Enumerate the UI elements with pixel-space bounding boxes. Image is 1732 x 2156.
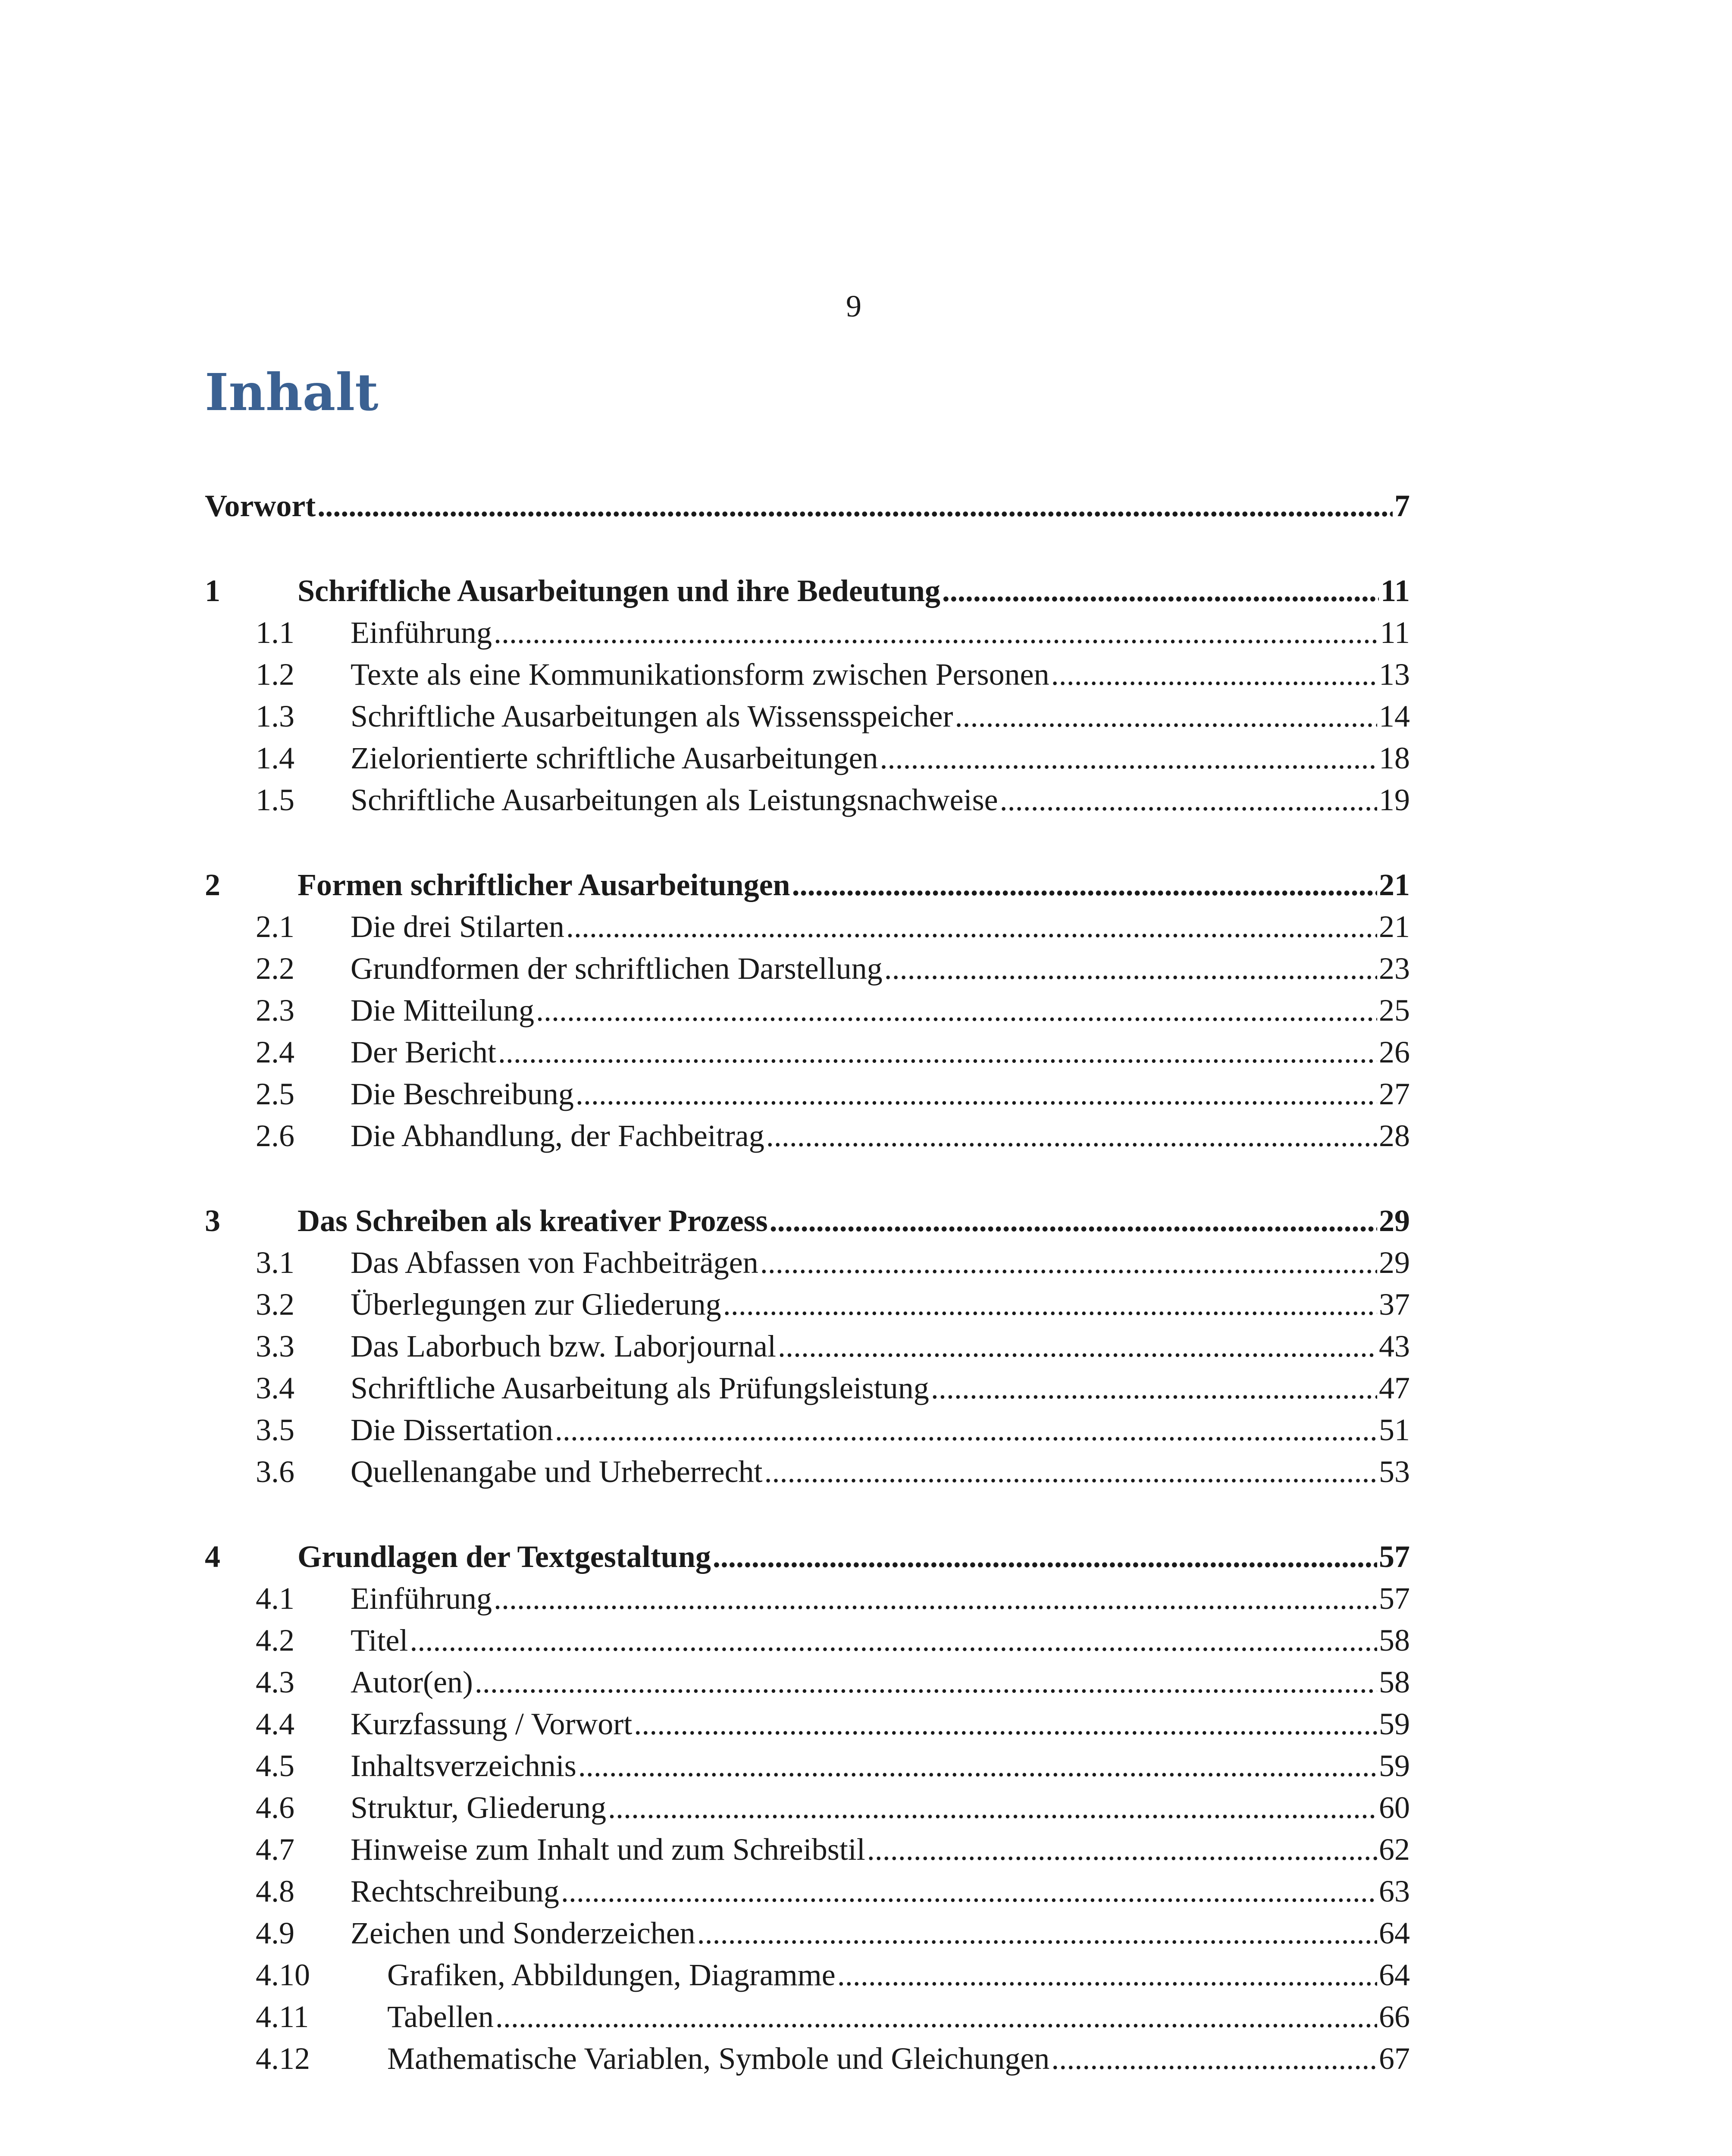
toc-section-1-4[interactable] [205, 737, 1410, 779]
dot-leader [766, 1115, 1377, 1157]
dot-leader [494, 1578, 1377, 1620]
toc-entry-number: 1.1 [256, 615, 294, 650]
toc-entry-number: 4.1 [256, 1581, 294, 1616]
dot-leader [1051, 654, 1377, 696]
toc-entry-number: 1.3 [256, 699, 294, 733]
toc-entry-page: 23 [1379, 951, 1410, 986]
dot-leader [792, 864, 1377, 906]
toc-entry-page: 60 [1379, 1790, 1410, 1825]
toc-entry-label: Schriftliche Ausarbeitung als Prüfungsleistung [351, 1371, 929, 1405]
toc-entry-number: 1.4 [256, 741, 294, 775]
toc-section-1-3[interactable] [205, 696, 1410, 737]
toc-entry-page: 64 [1379, 1958, 1410, 1992]
toc-entry-label: Schriftliche Ausarbeitungen als Leistungsnachweise [351, 783, 998, 817]
toc-entry-page: 59 [1379, 1707, 1410, 1741]
toc-entry-label: Der Bericht [351, 1035, 496, 1069]
page-number: 9 [846, 289, 861, 323]
toc-entry-label: Einführung [351, 1581, 492, 1616]
toc-section-2-4[interactable] [205, 1031, 1410, 1073]
toc-entry-number: 3.6 [256, 1454, 294, 1489]
dot-leader [837, 1954, 1377, 1996]
toc-entry-number: 3.5 [256, 1413, 294, 1447]
dot-leader [942, 570, 1379, 612]
toc-section-4-1[interactable] [205, 1578, 1410, 1620]
toc-entry-label: Struktur, Gliederung [351, 1790, 607, 1825]
toc-entry-label: Vorwort [205, 489, 316, 523]
toc-entry-page: 62 [1379, 1832, 1410, 1867]
toc-chapter-1[interactable] [205, 570, 1410, 612]
toc-entry-page: 13 [1379, 657, 1410, 692]
toc-entry-number: 4.9 [256, 1916, 294, 1950]
toc-entry-page: 19 [1379, 783, 1410, 817]
toc-entry-page: 53 [1379, 1454, 1410, 1489]
toc-section-4-4[interactable] [205, 1703, 1410, 1745]
dot-leader [884, 948, 1377, 990]
toc-entry-number: 3 [205, 1203, 220, 1238]
toc-entry-number: 2.1 [256, 909, 294, 944]
toc-section-1-2[interactable] [205, 654, 1410, 696]
toc-section-4-10[interactable] [205, 1954, 1410, 1996]
toc-entry-page: 51 [1379, 1413, 1410, 1447]
toc-section-4-2[interactable] [205, 1620, 1410, 1661]
dot-leader [410, 1620, 1377, 1661]
toc-entry-number: 2.4 [256, 1035, 294, 1069]
toc-entry-foreword[interactable] [205, 485, 1410, 527]
dot-leader [764, 1451, 1377, 1493]
dot-leader [931, 1367, 1377, 1409]
toc-entry-label: Einführung [351, 615, 492, 650]
dot-leader [495, 1996, 1377, 2038]
dot-leader [578, 1745, 1377, 1787]
toc-entry-label: Grafiken, Abbildungen, Diagramme [387, 1958, 836, 1992]
toc-entry-label: Formen schriftlicher Ausarbeitungen [298, 868, 790, 902]
toc-section-2-3[interactable] [205, 990, 1410, 1031]
toc-entry-number: 1.2 [256, 657, 294, 692]
toc-entry-label: Tabellen [387, 1999, 494, 2034]
toc-section-3-1[interactable] [205, 1242, 1410, 1284]
dot-leader [317, 485, 1393, 527]
toc-section-4-7[interactable] [205, 1829, 1410, 1871]
toc-section-4-9[interactable] [205, 1912, 1410, 1954]
toc-entry-number: 2.3 [256, 993, 294, 1028]
toc-entry-label: Grundformen der schriftlichen Darstellung [351, 951, 883, 986]
dot-leader [697, 1912, 1377, 1954]
toc-entry-label: Das Laborbuch bzw. Laborjournal [351, 1329, 776, 1363]
toc-entry-label: Schriftliche Ausarbeitungen und ihre Bedeutung [298, 573, 940, 608]
toc-entry-label: Texte als eine Kommunikationsform zwischen Personen [351, 657, 1049, 692]
dot-leader [713, 1536, 1377, 1578]
toc-entry-number: 3.4 [256, 1371, 294, 1405]
toc-chapter-3[interactable] [205, 1200, 1410, 1242]
toc-section-4-11[interactable] [205, 1996, 1410, 2038]
toc-entry-number: 2 [205, 868, 220, 902]
toc-entry-label: Quellenangabe und Urheberrecht [351, 1454, 763, 1489]
toc-entry-page: 37 [1379, 1287, 1410, 1322]
dot-leader [770, 1200, 1377, 1242]
dot-leader [1051, 2038, 1377, 2080]
dot-leader [475, 1661, 1377, 1703]
toc-entry-page: 11 [1380, 573, 1410, 608]
toc-section-4-5[interactable] [205, 1745, 1410, 1787]
toc-entry-page: 67 [1379, 2041, 1410, 2076]
toc-section-1-1[interactable] [205, 612, 1410, 654]
toc-entry-number: 1 [205, 573, 220, 608]
toc-entry-label: Überlegungen zur Gliederung [351, 1287, 721, 1322]
toc-entry-number: 4.8 [256, 1874, 294, 1908]
toc-entry-number: 4.3 [256, 1665, 294, 1699]
toc-entry-page: 63 [1379, 1874, 1410, 1908]
dot-leader [1000, 779, 1377, 821]
toc-entry-number: 1.5 [256, 783, 294, 817]
toc-entry-page: 47 [1379, 1371, 1410, 1405]
toc-entry-page: 58 [1379, 1623, 1410, 1658]
toc-entry-number: 2.6 [256, 1119, 294, 1153]
toc-entry-label: Die Mitteilung [351, 993, 534, 1028]
dot-leader [955, 696, 1377, 737]
toc-entry-number: 3.3 [256, 1329, 294, 1363]
dot-leader [561, 1871, 1377, 1912]
toc-entry-page: 21 [1379, 868, 1410, 902]
dot-leader [494, 612, 1378, 654]
toc-entry-page: 18 [1379, 741, 1410, 775]
toc-entry-number: 4.6 [256, 1790, 294, 1825]
toc-entry-number: 2.2 [256, 951, 294, 986]
toc-entry-label: Die Abhandlung, der Fachbeitrag [351, 1119, 764, 1153]
toc-entry-label: Die Dissertation [351, 1413, 553, 1447]
dot-leader [608, 1787, 1377, 1829]
toc-entry-label: Grundlagen der Textgestaltung [298, 1539, 711, 1574]
toc-entry-label: Mathematische Variablen, Symbole und Gleichungen [387, 2041, 1050, 2076]
dot-leader [634, 1703, 1377, 1745]
toc-entry-label: Zielorientierte schriftliche Ausarbeitungen [351, 741, 878, 775]
toc-entry-number: 4 [205, 1539, 220, 1574]
toc-entry-page: 64 [1379, 1916, 1410, 1950]
toc-section-3-2[interactable] [205, 1284, 1410, 1326]
dot-leader [778, 1326, 1377, 1367]
toc-entry-number: 4.5 [256, 1749, 294, 1783]
toc-title: Inhalt [205, 362, 379, 422]
toc-entry-number: 4.2 [256, 1623, 294, 1658]
toc-entry-page: 25 [1379, 993, 1410, 1028]
toc-section-4-8[interactable] [205, 1871, 1410, 1912]
dot-leader [576, 1073, 1377, 1115]
toc-entry-label: Inhaltsverzeichnis [351, 1749, 576, 1783]
toc-entry-number: 2.5 [256, 1077, 294, 1111]
toc-entry-page: 27 [1379, 1077, 1410, 1111]
toc-section-3-4[interactable] [205, 1367, 1410, 1409]
toc-entry-label: Autor(en) [351, 1665, 473, 1699]
toc-entry-page: 57 [1379, 1581, 1410, 1616]
toc-section-3-6[interactable] [205, 1451, 1410, 1493]
toc-section-2-6[interactable] [205, 1115, 1410, 1157]
toc-entry-page: 21 [1379, 909, 1410, 944]
toc-entry-page: 7 [1394, 489, 1410, 523]
dot-leader [536, 990, 1377, 1031]
toc-entry-number: 4.7 [256, 1832, 294, 1867]
toc-section-4-3[interactable] [205, 1661, 1410, 1703]
toc-section-4-6[interactable] [205, 1787, 1410, 1829]
toc-entry-number: 4.4 [256, 1707, 294, 1741]
toc-entry-page: 66 [1379, 1999, 1410, 2034]
toc-entry-number: 3.1 [256, 1245, 294, 1280]
toc-entry-label: Das Schreiben als kreativer Prozess [298, 1203, 768, 1238]
toc-entry-label: Zeichen und Sonderzeichen [351, 1916, 695, 1950]
toc-entry-page: 28 [1379, 1119, 1410, 1153]
toc-entry-page: 26 [1379, 1035, 1410, 1069]
dot-leader [566, 906, 1377, 948]
toc-entry-label: Rechtschreibung [351, 1874, 559, 1908]
toc-entry-page: 11 [1380, 615, 1410, 650]
toc-entry-number: 4.11 [256, 1999, 309, 2034]
toc-entry-page: 29 [1379, 1203, 1410, 1238]
toc-section-3-3[interactable] [205, 1326, 1410, 1367]
toc-section-4-12[interactable] [205, 2038, 1410, 2080]
toc-entry-number: 3.2 [256, 1287, 294, 1322]
toc-entry-page: 58 [1379, 1665, 1410, 1699]
dot-leader [880, 737, 1377, 779]
toc-entry-page: 59 [1379, 1749, 1410, 1783]
toc-entry-page: 29 [1379, 1245, 1410, 1280]
toc-chapter-2[interactable] [205, 864, 1410, 906]
dot-leader [555, 1409, 1377, 1451]
toc-section-3-5[interactable] [205, 1409, 1410, 1451]
table-of-contents [205, 485, 1410, 2080]
dot-leader [760, 1242, 1377, 1284]
toc-entry-number: 4.10 [256, 1958, 310, 1992]
toc-entry-page: 43 [1379, 1329, 1410, 1363]
toc-entry-page: 14 [1379, 699, 1410, 733]
toc-entry-label: Kurzfassung / Vorwort [351, 1707, 633, 1741]
toc-entry-label: Schriftliche Ausarbeitungen als Wissensspeicher [351, 699, 953, 733]
toc-section-2-2[interactable] [205, 948, 1410, 990]
toc-entry-label: Hinweise zum Inhalt und zum Schreibstil [351, 1832, 865, 1867]
dot-leader [867, 1829, 1377, 1871]
dot-leader [498, 1031, 1377, 1073]
toc-section-1-5[interactable] [205, 779, 1410, 821]
toc-entry-number: 4.12 [256, 2041, 310, 2076]
dot-leader [723, 1284, 1377, 1326]
toc-entry-label: Die Beschreibung [351, 1077, 574, 1111]
toc-chapter-4[interactable] [205, 1536, 1410, 1578]
toc-entry-label: Die drei Stilarten [351, 909, 564, 944]
toc-section-2-1[interactable] [205, 906, 1410, 948]
toc-section-2-5[interactable] [205, 1073, 1410, 1115]
toc-entry-label: Titel [351, 1623, 408, 1658]
toc-entry-page: 57 [1379, 1539, 1410, 1574]
toc-entry-label: Das Abfassen von Fachbeiträgen [351, 1245, 758, 1280]
